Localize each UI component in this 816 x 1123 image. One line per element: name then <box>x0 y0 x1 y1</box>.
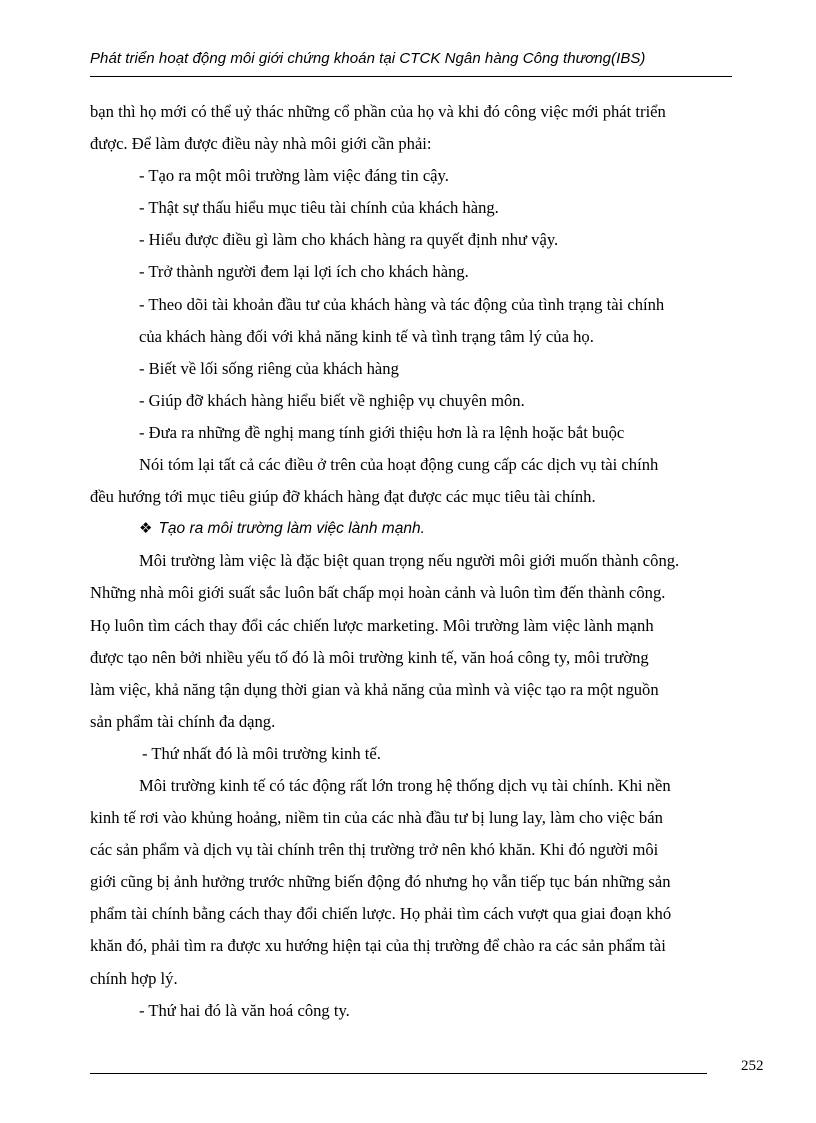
paragraph-line: đều hướng tới mục tiêu giúp đỡ khách hàng đạt được các mục tiêu tài chính. <box>90 487 596 507</box>
list-item: - Giúp đỡ khách hàng hiểu biết về nghiệp vụ chuyên môn. <box>139 390 525 410</box>
paragraph-line: phẩm tài chính bằng cách thay đổi chiến lược. Họ phải tìm cách vượt qua giai đoạn khó <box>90 904 672 924</box>
paragraph-line: sản phẩm tài chính đa dạng. <box>90 711 276 731</box>
running-header: Phát triển hoạt động môi giới chứng khoán tại CTCK Ngân hàng Công thương(IBS) <box>90 50 646 67</box>
paragraph-line: kinh tế rơi vào khủng hoảng, niềm tin của các nhà đầu tư bị lung lay, làm cho việc bán <box>90 808 663 828</box>
paragraph-line: được. Để làm được điều này nhà môi giới cần phải: <box>90 134 432 154</box>
paragraph-line: được tạo nên bởi nhiều yếu tố đó là môi trường kinh tế, văn hoá công ty, môi trường <box>90 647 649 667</box>
footer-rule <box>90 1073 707 1074</box>
paragraph-line: các sản phẩm và dịch vụ tài chính trên thị trường trở nên khó khăn. Khi đó người môi <box>90 840 659 860</box>
paragraph-line: giới cũng bị ảnh hưởng trước những biến động đó nhưng họ vẫn tiếp tục bán những sản <box>90 872 671 892</box>
paragraph-line: Họ luôn tìm cách thay đổi các chiến lược marketing. Môi trường làm việc lành mạnh <box>90 615 654 635</box>
list-item: - Thứ nhất đó là môi trường kinh tế. <box>142 743 381 763</box>
header-rule <box>90 76 732 77</box>
list-item: - Tạo ra một môi trường làm việc đáng tin cậy. <box>139 166 449 186</box>
list-item: - Trở thành người đem lại lợi ích cho khách hàng. <box>139 262 469 282</box>
section-heading-text: Tạo ra môi trường làm việc lành mạnh. <box>158 520 425 538</box>
paragraph-line: chính hợp lý. <box>90 968 178 988</box>
body-text <box>90 96 772 1027</box>
section-heading <box>90 513 772 545</box>
paragraph-line: Môi trường kinh tế có tác động rất lớn trong hệ thống dịch vụ tài chính. Khi nền <box>139 775 671 795</box>
four-diamond-icon: ❖ <box>139 520 153 538</box>
paragraph-line: Môi trường làm việc là đặc biệt quan trọng nếu người môi giới muốn thành công. <box>139 551 680 571</box>
list-item: - Thứ hai đó là văn hoá công ty. <box>139 1000 350 1020</box>
page-number: 252 <box>741 1058 764 1074</box>
list-item: - Biết về lối sống riêng của khách hàng <box>139 358 399 378</box>
paragraph-line: làm việc, khả năng tận dụng thời gian và khả năng của mình và việc tạo ra một nguồn <box>90 679 659 699</box>
list-item: - Thật sự thấu hiểu mục tiêu tài chính của khách hàng. <box>139 198 499 218</box>
list-item: - Đưa ra những đề nghị mang tính giới thiệu hơn là ra lệnh hoặc bắt buộc <box>139 422 625 442</box>
list-item-continuation: của khách hàng đối với khả năng kinh tế và tình trạng tâm lý của họ. <box>139 326 594 346</box>
list-item: - Hiểu được điều gì làm cho khách hàng ra quyết định như vậy. <box>139 230 559 250</box>
paragraph-line: Những nhà môi giới suất sắc luôn bất chấp mọi hoàn cảnh và luôn tìm đến thành công. <box>90 583 666 603</box>
paragraph-line: Nói tóm lại tất cả các điều ở trên của hoạt động cung cấp các dịch vụ tài chính <box>139 455 659 475</box>
paragraph-line: khăn đó, phải tìm ra được xu hướng hiện tại của thị trường để chào ra các sản phẩm tài <box>90 936 666 956</box>
paragraph-line: bạn thì họ mới có thể uỷ thác những cổ phần của họ và khi đó công việc mới phát triển <box>90 102 666 121</box>
list-item: - Theo dõi tài khoản đầu tư của khách hàng và tác động của tình trạng tài chính <box>139 294 665 314</box>
